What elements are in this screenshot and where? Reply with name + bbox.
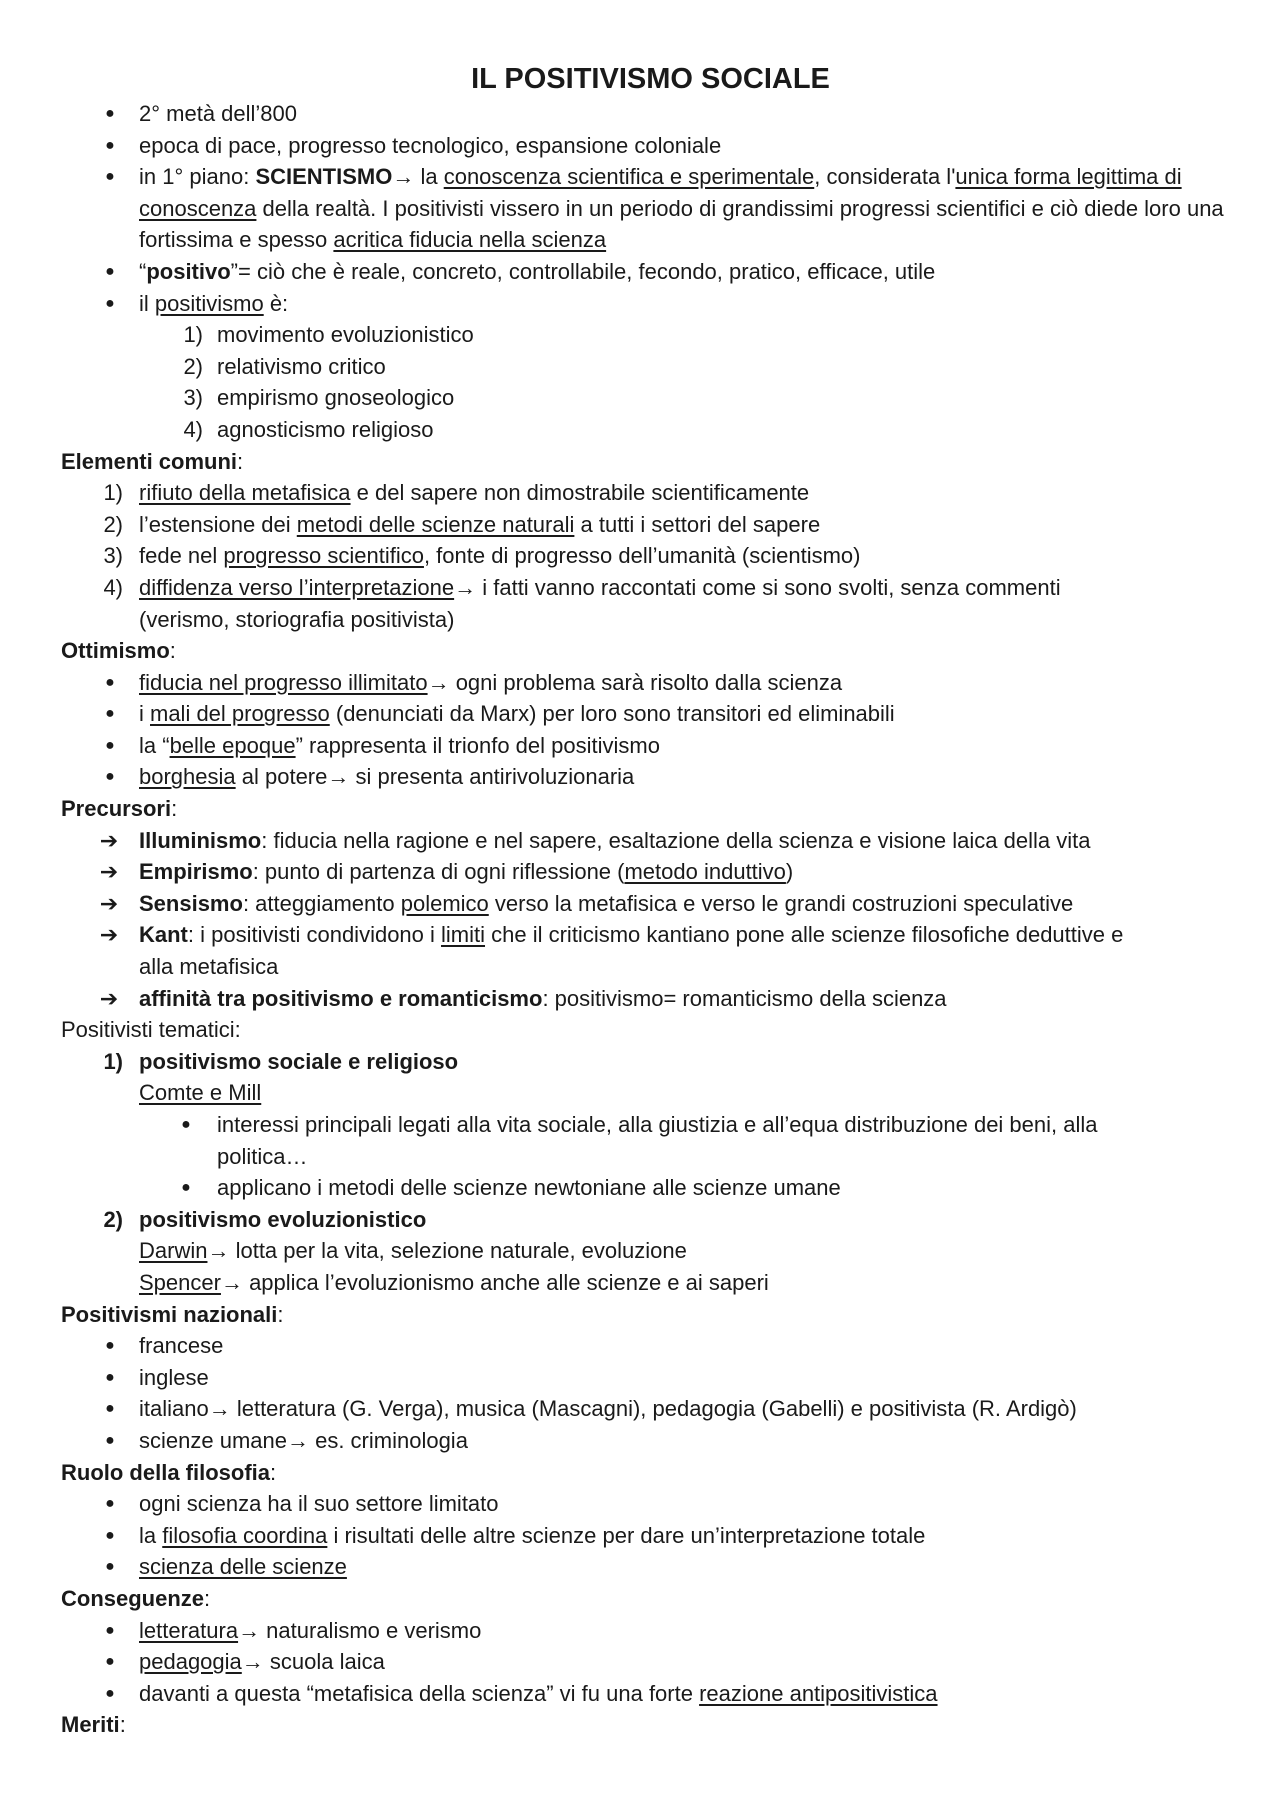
list-item: 3) empirismo gnoseologico bbox=[183, 385, 455, 411]
section-heading-precursori: Precursori: bbox=[61, 796, 178, 822]
arrow-icon: ➔ bbox=[99, 827, 119, 853]
arrow-icon: ➔ bbox=[99, 890, 119, 916]
list-item: ➔ Sensismo: atteggiamento polemico verso la metafisica e verso le grandi costruzioni speculative bbox=[61, 888, 1220, 920]
list-item: 2) l’estensione dei metodi delle scienze naturali a tutti i settori del sapere bbox=[103, 511, 821, 537]
bullet-icon: ● bbox=[105, 105, 115, 122]
list-item: ● borghesia al potere→ si presenta antirivoluzionaria bbox=[61, 761, 1220, 793]
list-item: ● letteratura→ naturalismo e verismo bbox=[61, 1615, 1220, 1647]
arrow-icon: ➔ bbox=[99, 859, 119, 885]
list-item: ● “positivo”= ciò che è reale, concreto, controllabile, fecondo, pratico, efficace, utile bbox=[61, 256, 1220, 288]
bullet-icon: ● bbox=[105, 1431, 115, 1449]
bullet-icon: ● bbox=[105, 1684, 115, 1702]
list-item: ● italiano→ letteratura (G. Verga), musica (Mascagni), pedagogia (Gabelli) e positivista (R. Ardigò) bbox=[61, 1393, 1220, 1425]
list-item: 1) positivismo sociale e religioso bbox=[103, 1048, 459, 1074]
section-heading-ruolo: Ruolo della filosofia: bbox=[61, 1459, 277, 1485]
bullet-icon: ● bbox=[105, 1400, 115, 1418]
list-item: ➔ Empirismo: punto di partenza di ogni riflessione (metodo induttivo) bbox=[61, 856, 1220, 888]
bullet-icon: ● bbox=[105, 1337, 115, 1355]
list-item: ● 2° metà dell’800 bbox=[61, 98, 1220, 130]
bullet-icon: ● bbox=[105, 736, 115, 754]
list-item: 2) positivismo evoluzionistico bbox=[103, 1206, 427, 1232]
section-heading-ottimismo: Ottimismo: bbox=[61, 638, 176, 664]
section-heading-tematici: Positivisti tematici: bbox=[61, 1017, 241, 1043]
section-heading-elementi: Elementi comuni: bbox=[61, 448, 244, 474]
arrow-icon: ➔ bbox=[99, 922, 119, 948]
authors-label: Comte e Mill bbox=[139, 1080, 262, 1106]
list-item: ● i mali del progresso (denunciati da Marx) per loro sono transitori ed eliminabili bbox=[61, 698, 1220, 730]
list-item: ● scienza delle scienze bbox=[61, 1551, 1220, 1583]
list-item: ● ogni scienza ha il suo settore limitato bbox=[61, 1488, 1220, 1520]
list-item: ● interessi principali legati alla vita sociale, alla giustizia e all’equa distribuzione dei beni, alla politica… bbox=[61, 1109, 1220, 1172]
list-item: ● francese bbox=[61, 1330, 1220, 1362]
bullet-icon: ● bbox=[105, 768, 115, 786]
list-item: ● inglese bbox=[61, 1362, 1220, 1394]
bullet-icon: ● bbox=[105, 1368, 115, 1386]
bullet-icon: ● bbox=[105, 262, 115, 280]
list-item: ● fiducia nel progresso illimitato→ ogni problema sarà risolto dalla scienza bbox=[61, 667, 1220, 699]
bullet-icon: ● bbox=[105, 1621, 115, 1639]
bullet-icon: ● bbox=[105, 136, 115, 154]
arrow-icon: ➔ bbox=[99, 985, 119, 1011]
list-item: ● applicano i metodi delle scienze newtoniane alle scienze umane bbox=[61, 1172, 1220, 1204]
list-item: 4) diffidenza verso l’interpretazione→ i fatti vanno raccontati come si sono svolti, senza commenti (verismo, storiografia positivista) bbox=[103, 574, 1061, 632]
list-item: 4) agnosticismo religioso bbox=[183, 416, 434, 442]
bullet-icon: ● bbox=[105, 1653, 115, 1671]
bullet-icon: ● bbox=[105, 1526, 115, 1544]
list-item: ➔ Kant: i positivisti condividono i limiti che il criticismo kantiano pone alle scienze filosofiche deduttive e alla metafisica bbox=[61, 919, 1220, 982]
list-item: ➔ Illuminismo: fiducia nella ragione e nel sapere, esaltazione della scienza e visione laica della vita bbox=[61, 825, 1220, 857]
bullet-icon: ● bbox=[105, 168, 115, 186]
list-item: ● la “belle epoque” rappresenta il trionfo del positivismo bbox=[61, 730, 1220, 762]
bullet-icon: ● bbox=[181, 1116, 191, 1133]
list-item: 2) relativismo critico bbox=[183, 353, 386, 379]
list-item: ● pedagogia→ scuola laica bbox=[61, 1646, 1220, 1678]
bullet-icon: ● bbox=[105, 673, 115, 691]
page-title: IL POSITIVISMO SOCIALE bbox=[471, 63, 830, 95]
bullet-icon: ● bbox=[105, 705, 115, 723]
bullet-icon: ● bbox=[105, 1495, 115, 1513]
bullet-icon: ● bbox=[105, 1558, 115, 1576]
list-item: ➔ affinità tra positivismo e romanticismo: positivismo= romanticismo della scienza bbox=[61, 983, 1220, 1015]
list-item: 3) fede nel progresso scientifico, fonte di progresso dell’umanità (scientismo) bbox=[103, 543, 861, 569]
list-item: ● la filosofia coordina i risultati delle altre scienze per dare un’interpretazione totale bbox=[61, 1520, 1220, 1552]
section-heading-nazionali: Positivismi nazionali: bbox=[61, 1301, 284, 1327]
bullet-icon: ● bbox=[181, 1179, 191, 1197]
list-item: 1) movimento evoluzionistico bbox=[183, 322, 474, 348]
list-item: 1) rifiuto della metafisica e del sapere non dimostrabile scientificamente bbox=[103, 480, 810, 506]
list-item: ● epoca di pace, progresso tecnologico, espansione coloniale bbox=[61, 130, 1220, 162]
document-page: IL POSITIVISMO SOCIALE ● 2° metà dell’800 ● epoca di pace, progresso tecnologico, espansione coloniale ● in 1° piano: SCIENTISMO→ la conoscenza scientifica e sperimentale, considerata l'unica forma legittima di conoscenza della realtà. I positivisti vissero in un periodo di grandissimi progressi scientifici e ciò diede loro una fortissima e spesso acritica fiducia nella scienza ● “positivo”= ciò che è reale, concreto, controllabile, fecondo, pratico, efficace, utile ● il positivismo è: 1) movimento evoluzionistico 2) relativismo critico 3) empirismo gnoseologico 4) agnosticismo religioso Elementi comuni: 1) rifiuto della metafisica e del sapere non dimostrabile scientificamente 2) l’estensione dei metodi delle scienze naturali a tutti i settori del sapere 3) fede nel progresso scientifico, fonte di progresso dell’umanità (scientismo) 4) diffidenza verso l’interpretazione→ i fatti vanno raccontati come si sono svolti, senza commenti (verismo, storiografia positivista) Ottimismo: ● fiducia nel progresso illimitato→ ogni problema sarà risolto dalla scienza ● i mali del progresso (denunciati da Marx) per loro sono transitori ed eliminabili ● la “belle epoque” rappresenta il trionfo del positivismo ● borghesia al potere→ si presenta antirivoluzionaria Precursori: ➔ Illuminismo: fiducia nella ragione e nel sapere, esaltazione della scienza e visione laica della vita ➔ Empirismo: punto di partenza di ogni riflessione (metodo induttivo) ➔ Sensismo: atteggiamento polemico verso la metafisica e verso le grandi costruzioni speculative ➔ Kant: i positivisti condividono i limiti che il criticismo kantiano pone alle scienze filosofiche deduttive e alla metafisica ➔ affinità tra positivismo e romanticismo: positivismo= romanticismo della scienza Positivisti tematici: 1) positivismo sociale e religioso Comte e Mill ● interessi principali legati alla vita sociale, alla giustizia e all’equa distribuzione dei beni, alla politica… ● applicano i metodi delle scienze newtoniane alle scienze umane 2) positivismo evoluzionistico Darwin→ lotta per la vita, selezione naturale, evoluzione Spencer→ applica l’evoluzionismo anche alle scienze e ai saperi Positivismi nazionali: ● francese ● inglese ● italiano→ letteratura (G. Verga), musica (Mascagni), pedagogia (Gabelli) e positivista (R. Ardigò) ● scienze umane→ es. criminologia Ruolo della filosofia: ● ogni scienza ha il suo settore limitato ● la filosofia coordina i risultati delle altre scienze per dare un’interpretazione totale ● scienza delle scienze Conseguenze: ● letteratura→ naturalismo e verismo ● pedagogia→ scuola laica ● davanti a questa “metafisica della scienza” vi fu una forte reazione antipositivistica Meriti: bbox=[0, 0, 1280, 1741]
section-heading-conseguenze: Conseguenze: bbox=[61, 1585, 211, 1611]
list-item: ● scienze umane→ es. criminologia bbox=[61, 1425, 1220, 1457]
section-heading-meriti: Meriti: bbox=[61, 1712, 126, 1738]
list-item: ● in 1° piano: SCIENTISMO→ la conoscenza scientifica e sperimentale, considerata l'unica forma legittima di conoscenza della realtà. I positivisti vissero in un periodo di grandissimi progressi scientifici e ciò diede loro una fortissima e spesso acritica fiducia nella scienza bbox=[61, 161, 1280, 256]
list-item: ● davanti a questa “metafisica della scienza” vi fu una forte reazione antipositivistica bbox=[61, 1678, 1220, 1710]
bullet-icon: ● bbox=[105, 294, 115, 312]
list-item: ● il positivismo è: bbox=[61, 288, 1220, 320]
